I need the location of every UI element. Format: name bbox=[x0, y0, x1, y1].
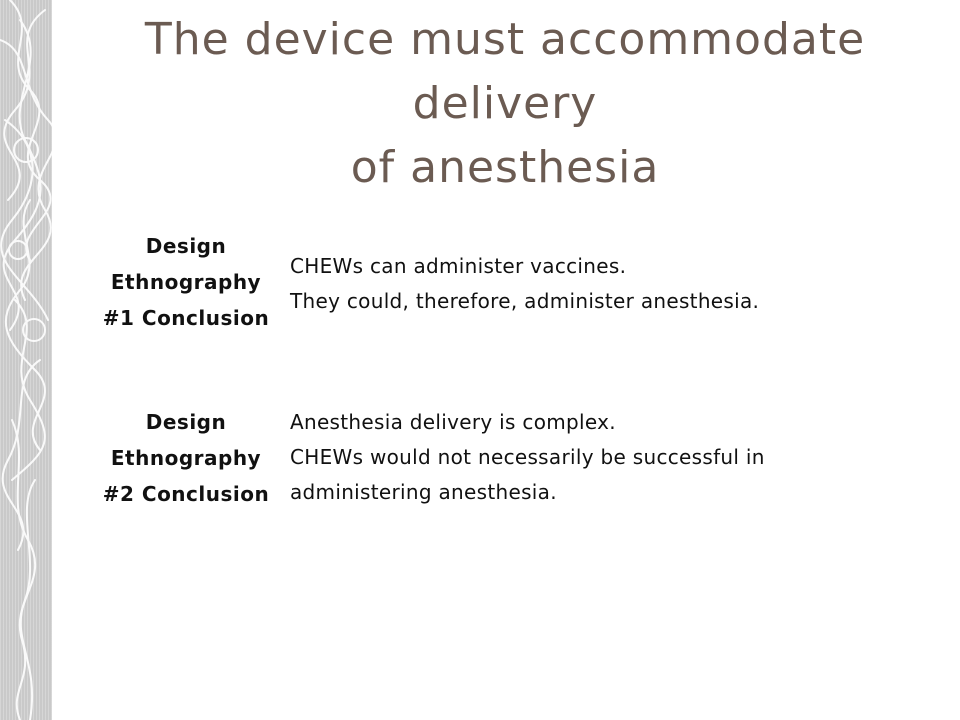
row-1-label-line-1: Design bbox=[145, 234, 227, 258]
row-1-label-line-3: #1 Conclusion bbox=[102, 306, 270, 330]
row-2-text bbox=[290, 405, 930, 510]
squiggle-decoration-icon bbox=[0, 0, 52, 720]
row-1-text bbox=[290, 249, 930, 319]
row-2-label bbox=[70, 404, 302, 512]
row-2-text-line-2: CHEWs would not necessarily be successful in bbox=[290, 445, 765, 469]
row-2-label-line-3: #2 Conclusion bbox=[102, 482, 270, 506]
row-1-text-line-2: They could, therefore, administer anesthesia. bbox=[290, 289, 760, 313]
row-1-label bbox=[70, 228, 302, 336]
row-2-text-line-3: administering anesthesia. bbox=[290, 480, 557, 504]
row-1-text-line-1: CHEWs can administer vaccines. bbox=[290, 254, 627, 278]
row-1-label-line-2: Ethnography bbox=[110, 270, 262, 294]
slide-title-line-2: of anesthesia bbox=[350, 142, 660, 193]
row-2-label-line-1: Design bbox=[145, 410, 227, 434]
slide-title-line-1: The device must accommodate delivery bbox=[144, 14, 866, 129]
row-2-text-line-1: Anesthesia delivery is complex. bbox=[290, 410, 616, 434]
decorative-side-strip bbox=[0, 0, 52, 720]
row-2-label-line-2: Ethnography bbox=[110, 446, 262, 470]
slide-title bbox=[60, 8, 950, 200]
